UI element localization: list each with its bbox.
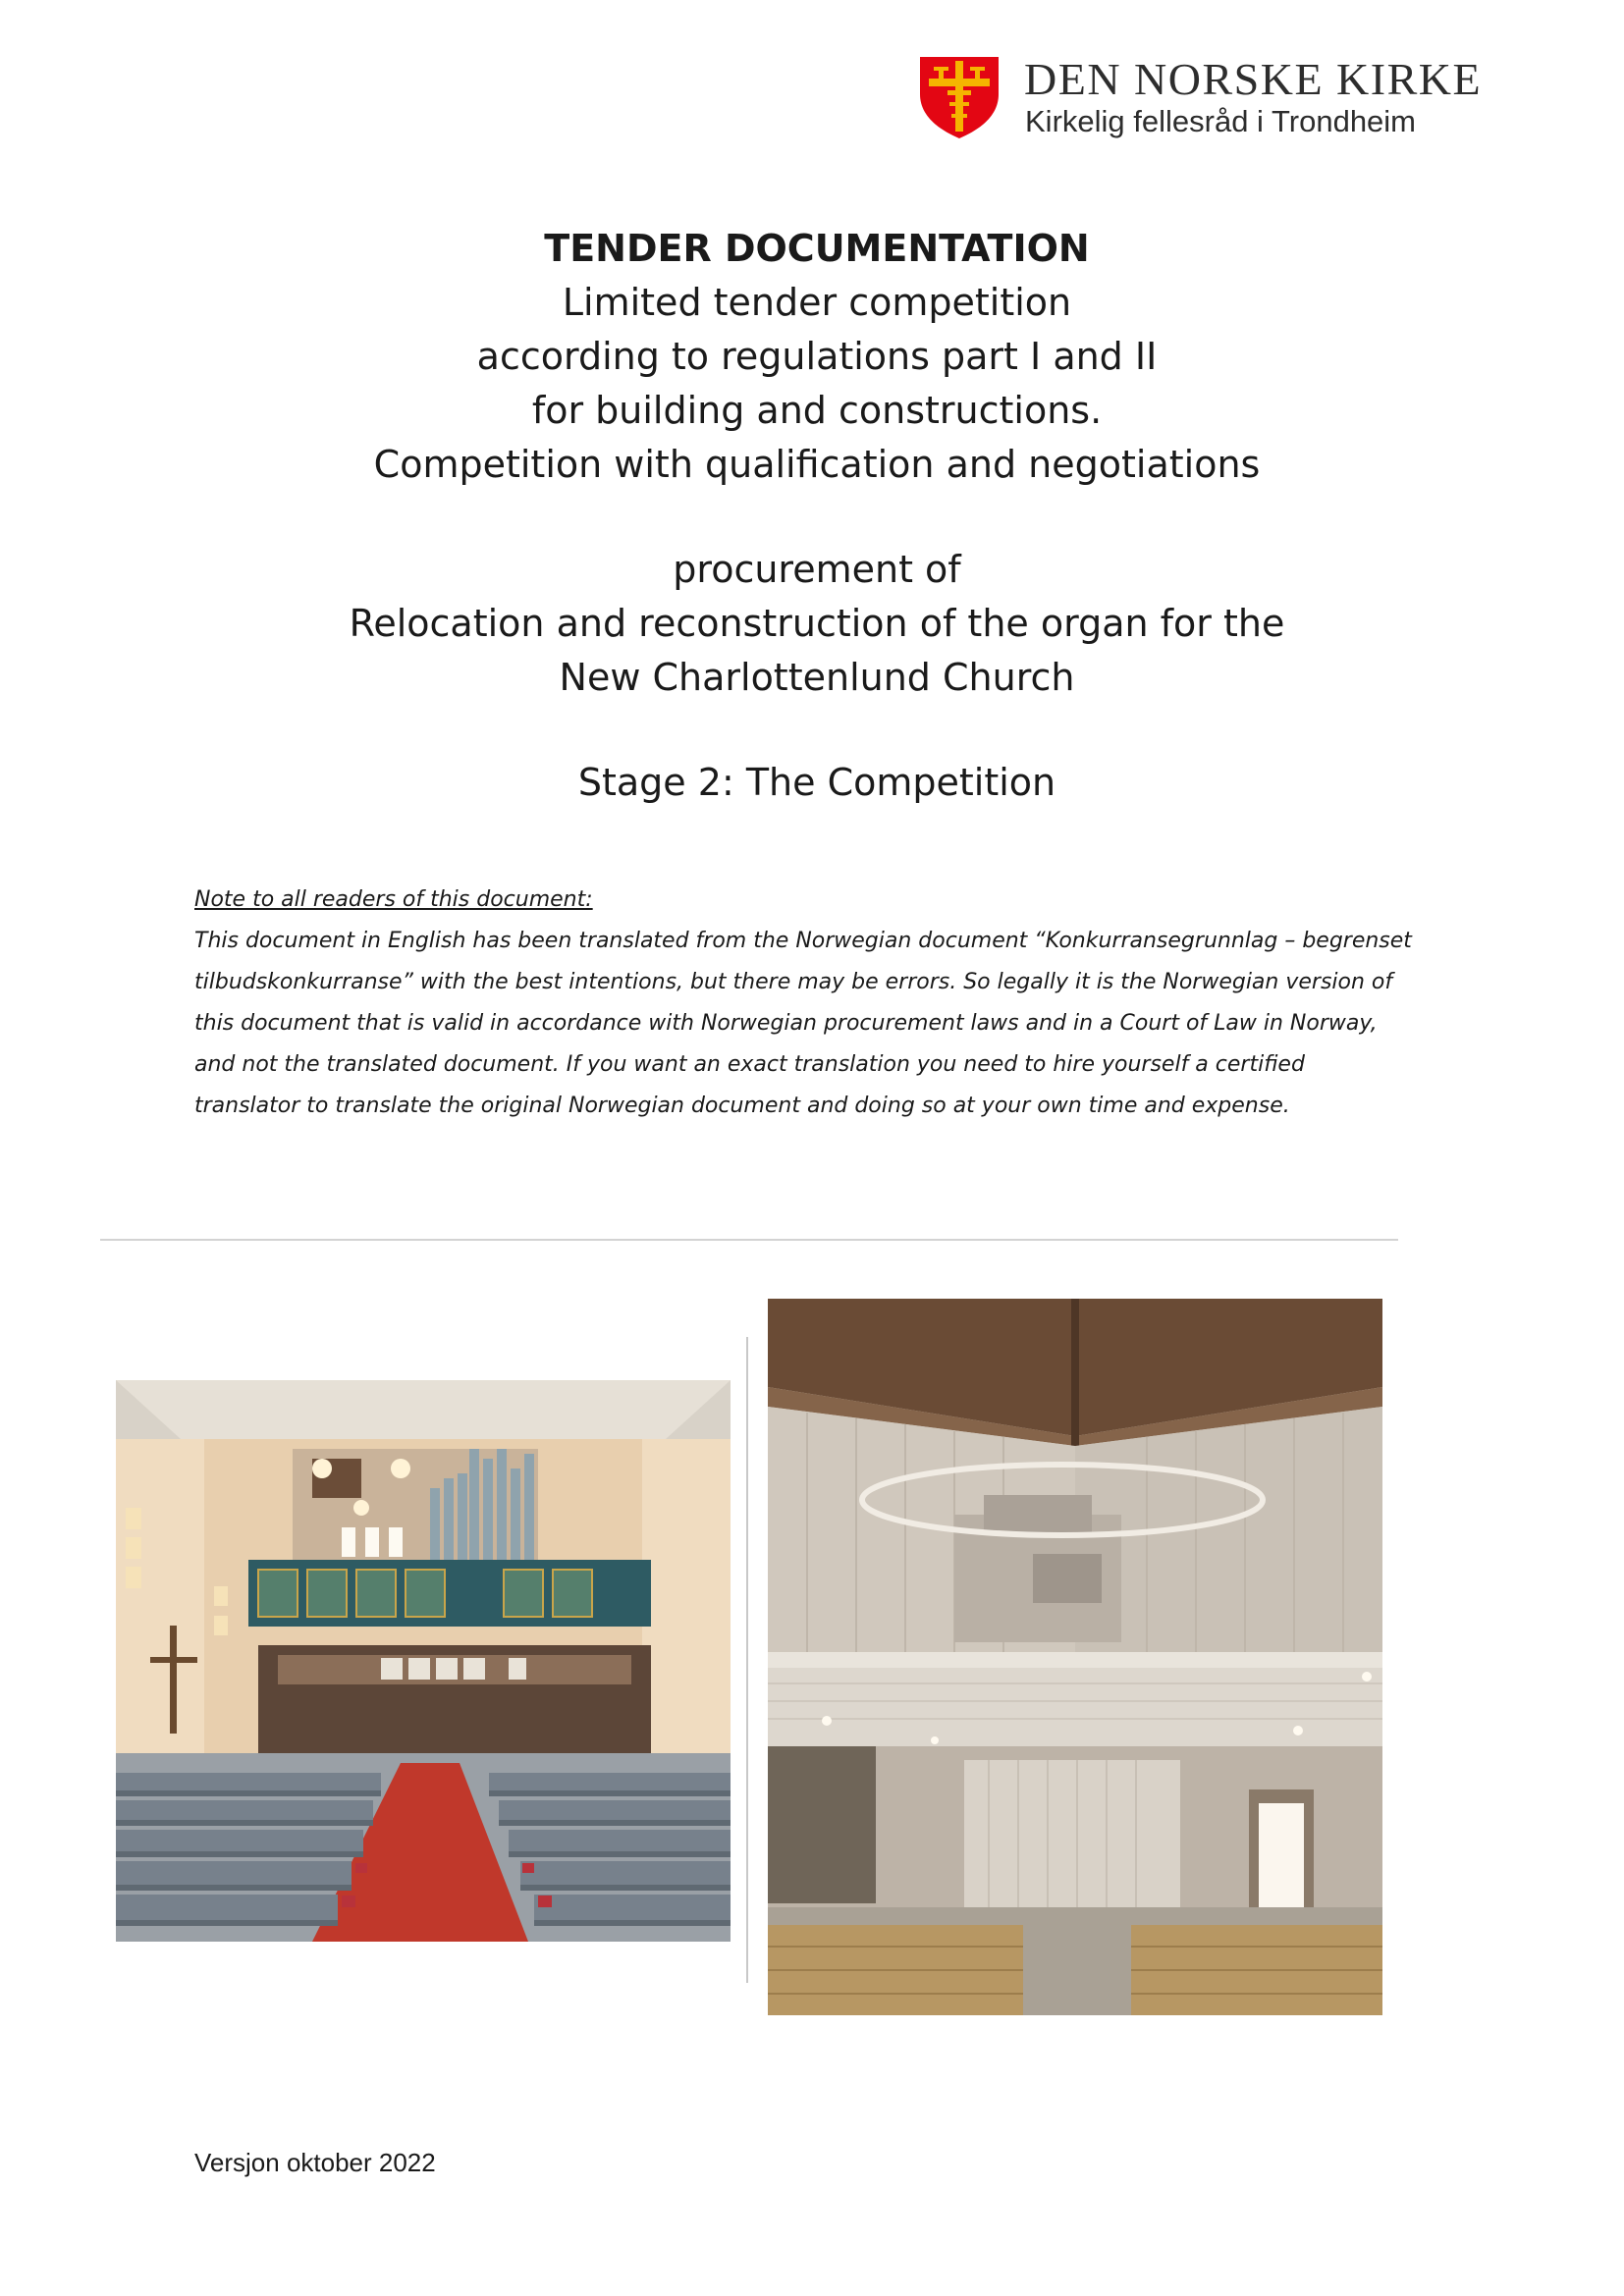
note-line: this document that is valid in accordance with Norwegian procurement laws and in a Court of Law in Norway, xyxy=(194,1011,1378,1036)
church-shield-cross-icon xyxy=(919,55,1000,139)
document-heading: TENDER DOCUMENTATION xyxy=(544,227,1090,270)
church-interior-photo xyxy=(116,1380,731,1942)
note-heading: Note to all readers of this document: xyxy=(194,887,593,912)
logo-name: DEN NORSKE KIRKE xyxy=(1024,54,1483,104)
note-line: and not the translated document. If you want an exact translation you need to hire yourself a certified xyxy=(194,1052,1305,1077)
title-line: for building and constructions. xyxy=(531,389,1103,432)
procurement-line: procurement of xyxy=(673,548,961,591)
translation-note xyxy=(194,880,1471,1127)
note-line: tilbudskonkurranse” with the best intentions, but there may be errors. So legally it is the Norwegian version of xyxy=(194,970,1393,994)
logo-subtitle: Kirkelig fellesråd i Trondheim xyxy=(1025,104,1417,138)
procurement-line: New Charlottenlund Church xyxy=(559,656,1075,699)
title-line: according to regulations part I and II xyxy=(476,335,1158,378)
note-line: translator to translate the original Norwegian document and doing so at your own time and expense. xyxy=(194,1094,1290,1118)
note-line: This document in English has been translated from the Norwegian document “Konkurransegrunnlag – begrenset xyxy=(194,929,1412,953)
horizontal-divider xyxy=(100,1239,1398,1241)
title-block xyxy=(0,222,1624,810)
title-line: Competition with qualification and negotiations xyxy=(373,443,1261,486)
procurement-line: Relocation and reconstruction of the organ for the xyxy=(349,602,1285,645)
version-footer: Versjon oktober 2022 xyxy=(194,2148,436,2177)
title-line: Limited tender competition xyxy=(562,281,1072,324)
photo-divider xyxy=(746,1337,748,1983)
new-church-rendering xyxy=(768,1299,1382,2015)
stage-title: Stage 2: The Competition xyxy=(577,761,1056,804)
logo xyxy=(919,55,1508,143)
